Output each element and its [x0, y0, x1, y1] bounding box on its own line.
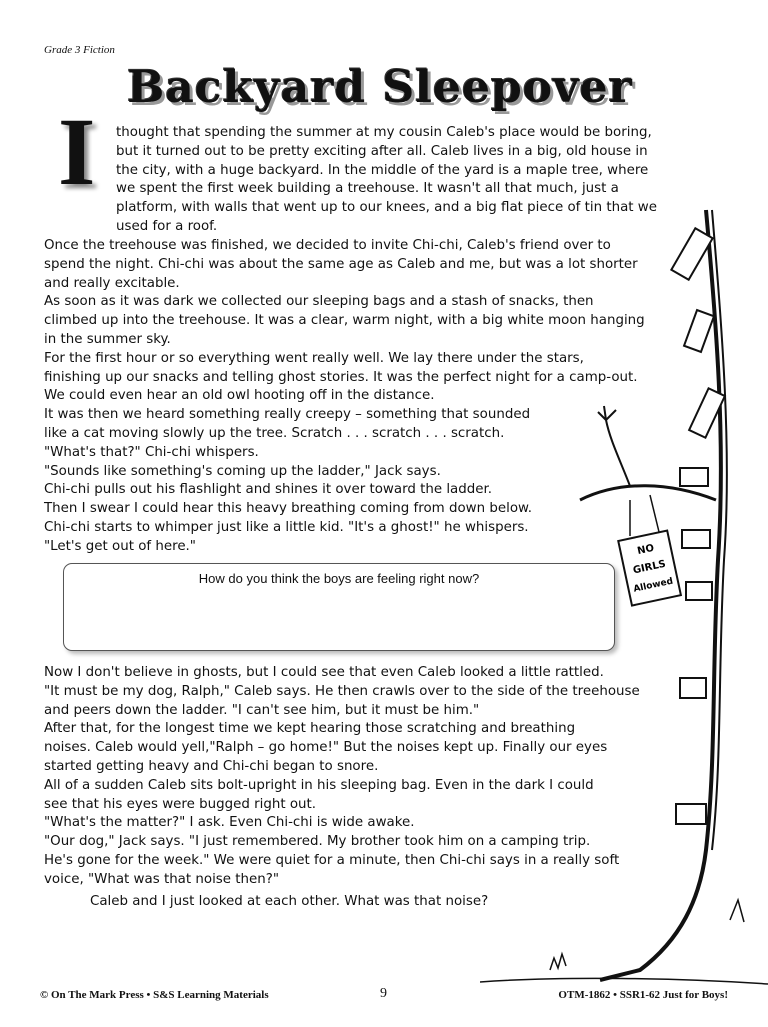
sign-text-1: NO: [636, 542, 656, 558]
footer-publisher: © On The Mark Press • S&S Learning Materials: [40, 989, 269, 1001]
question-prompt: How do you think the boys are feeling right now?: [198, 571, 480, 586]
sign-text-3: Allowed: [632, 576, 675, 595]
page-number: 9: [380, 986, 387, 1001]
closing-line: Caleb and I just looked at each other. What was that noise?: [90, 894, 489, 909]
story-title: Backyard Sleepover: [127, 62, 633, 113]
story-part-1: Once the treehouse was finished, we decided to invite Chi-chi, Caleb's friend over to spend the night. Chi-chi was about the same age as Caleb and me, but was a lot shorter and really excitable. As soon as it was dark we collected our sleeping bags and a stash of snacks, then climbed up into the treehouse. It was a clear, warm night, with a big white moon hanging in the summer sky. For the first hour or so everything went really well. We lay there under the stars, finishing up our snacks and telling ghost stories. It was the perfect night for a camp-out. We could even hear an old owl hooting off in the distance. It was then we heard something really creepy – something that sounded like a cat moving slowly up the tree. Scratch . . . scratch . . . scratch. "What's that?" Chi-chi whispers. "Sounds like something's coming up the ladder," Jack says. Chi-chi pulls out his flashlight and shines it over toward the ladder. Then I swear I could hear this heavy breathing coming from down below. Chi-chi starts to whimper just like a little kid. "It's a ghost!" he whispers. "Let's get out of here.": [44, 238, 645, 554]
story-part-2: Now I don't believe in ghosts, but I could see that even Caleb looked a little rattled. "It must be my dog, Ralph," Caleb says. He then crawls over to the side of the treehouse and peers down the ladder. "I can't see him, but it must be him." After that, for the longest time we kept hearing those scratching and breathing noises. Caleb would yell,"Ralph – go home!" But the noises kept up. Finally our eyes started getting heavy and Chi-chi began to snore. All of a sudden Caleb sits bolt-upright in his sleeping bag. Even in the dark I could see that his eyes were bugged right out. "What's the matter?" I ask. Even Chi-chi is wide awake. "Our dog," Jack says. "I just remembered. My brother took him on a camping trip. He's gone for the week." We were quiet for a minute, then Chi-chi says in a really soft voice, "What was that noise then?": [44, 665, 640, 887]
tree-ladder-illustration: [480, 200, 768, 990]
drop-cap: I: [58, 98, 96, 205]
sign-text-2: GIRLS: [632, 558, 667, 577]
grade-label: Grade 3 Fiction: [44, 44, 115, 56]
footer-product-code: OTM-1862 • SSR1-62 Just for Boys!: [558, 989, 728, 1001]
first-paragraph: thought that spending the summer at my cousin Caleb's place would be boring, but it turned out to be pretty exciting after all. Caleb lives in a big, old house in the city, with a huge backyard. In the middle of the yard is a maple tree, where we spent the first week building a treehouse. It wasn't all that much, just a platform, with walls that went up to our knees, and a big flat piece of tin that we used for a roof.: [116, 125, 657, 234]
